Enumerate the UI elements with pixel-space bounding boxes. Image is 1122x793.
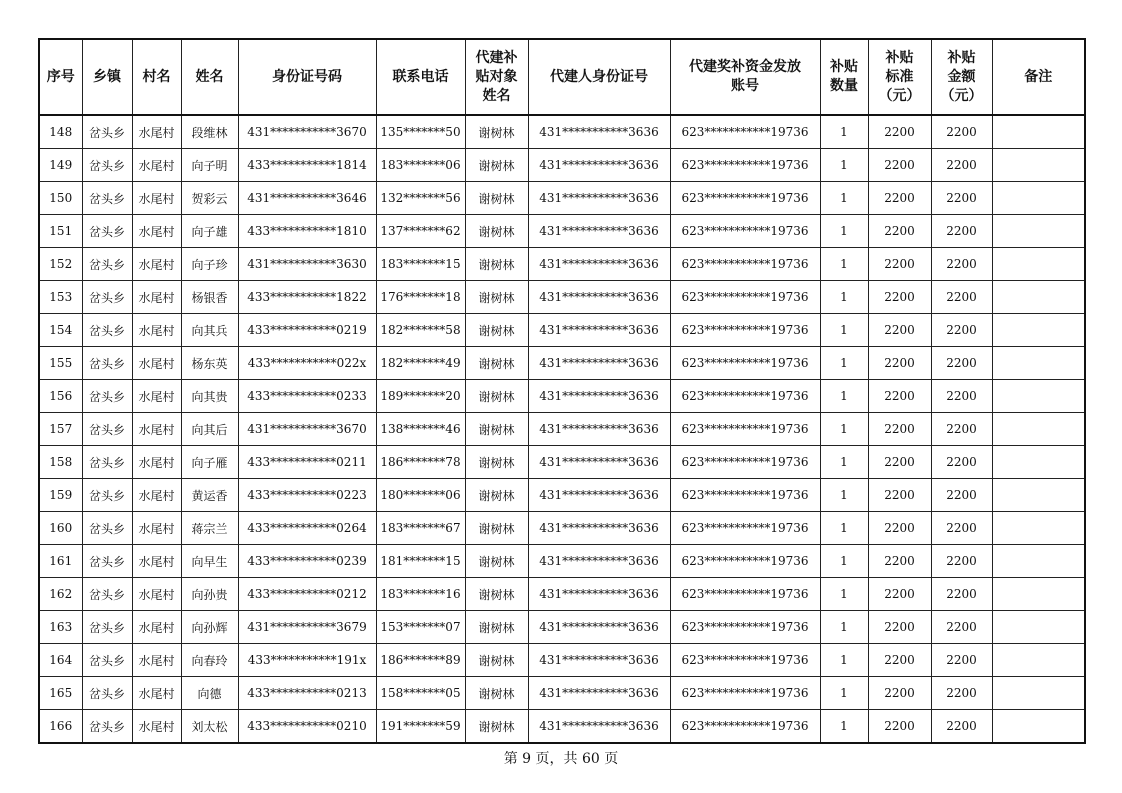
- table-cell: 433***********0223: [238, 479, 376, 512]
- table-cell: 623***********19736: [670, 545, 820, 578]
- table-cell: 148: [39, 115, 82, 149]
- table-cell: 2200: [868, 644, 931, 677]
- table-cell: 杨银香: [181, 281, 238, 314]
- table-cell: 2200: [931, 413, 992, 446]
- table-cell: 向孙辉: [181, 611, 238, 644]
- table-cell: 向子明: [181, 149, 238, 182]
- table-cell: 623***********19736: [670, 446, 820, 479]
- table-cell: [992, 347, 1085, 380]
- table-cell: 1: [820, 182, 868, 215]
- table-cell: 1: [820, 545, 868, 578]
- table-cell: [992, 545, 1085, 578]
- table-cell: 431***********3636: [528, 512, 670, 545]
- table-cell: 岔头乡: [82, 115, 132, 149]
- table-cell: [992, 512, 1085, 545]
- table-cell: [992, 215, 1085, 248]
- table-cell: 2200: [868, 710, 931, 744]
- column-header: 村名: [132, 39, 181, 115]
- table-cell: 431***********3636: [528, 611, 670, 644]
- table-row: [39, 677, 1085, 710]
- table-cell: 2200: [868, 578, 931, 611]
- table-cell: 2200: [931, 677, 992, 710]
- table-cell: 1: [820, 413, 868, 446]
- table-cell: 137*******62: [376, 215, 465, 248]
- table-cell: 2200: [868, 347, 931, 380]
- table-cell: 水尾村: [132, 611, 181, 644]
- table-cell: 154: [39, 314, 82, 347]
- table-cell: 623***********19736: [670, 248, 820, 281]
- table-cell: 水尾村: [132, 347, 181, 380]
- table-cell: 2200: [931, 215, 992, 248]
- table-cell: 433***********0210: [238, 710, 376, 744]
- table-cell: 2200: [931, 512, 992, 545]
- table-cell: [992, 578, 1085, 611]
- table-row: [39, 215, 1085, 248]
- table-cell: 水尾村: [132, 545, 181, 578]
- table-cell: [992, 182, 1085, 215]
- table-cell: 433***********1810: [238, 215, 376, 248]
- table-cell: 2200: [868, 215, 931, 248]
- table-cell: 2200: [931, 545, 992, 578]
- table-cell: 183*******16: [376, 578, 465, 611]
- table-row: [39, 248, 1085, 281]
- column-header: 姓名: [181, 39, 238, 115]
- table-cell: 149: [39, 149, 82, 182]
- table-cell: 水尾村: [132, 182, 181, 215]
- table-cell: 158*******05: [376, 677, 465, 710]
- table-cell: 2200: [931, 182, 992, 215]
- table-cell: 431***********3670: [238, 115, 376, 149]
- table-cell: [992, 710, 1085, 744]
- table-cell: 1: [820, 248, 868, 281]
- table-cell: 623***********19736: [670, 215, 820, 248]
- table-cell: 向早生: [181, 545, 238, 578]
- table-cell: 2200: [868, 281, 931, 314]
- table-row: [39, 545, 1085, 578]
- table-cell: 623***********19736: [670, 611, 820, 644]
- table-cell: 谢树林: [465, 380, 528, 413]
- table-cell: 向德: [181, 677, 238, 710]
- table-cell: 岔头乡: [82, 710, 132, 744]
- table-row: [39, 413, 1085, 446]
- table-row: [39, 446, 1085, 479]
- table-cell: [992, 314, 1085, 347]
- table-cell: 431***********3636: [528, 314, 670, 347]
- table-row: [39, 644, 1085, 677]
- table-cell: 183*******67: [376, 512, 465, 545]
- table-cell: 向春玲: [181, 644, 238, 677]
- table-cell: 181*******15: [376, 545, 465, 578]
- table-cell: 1: [820, 380, 868, 413]
- table-cell: 杨东英: [181, 347, 238, 380]
- table-cell: 433***********022x: [238, 347, 376, 380]
- table-cell: 水尾村: [132, 710, 181, 744]
- table-cell: 岔头乡: [82, 281, 132, 314]
- table-cell: 1: [820, 215, 868, 248]
- table-cell: 2200: [868, 115, 931, 149]
- table-cell: 2200: [868, 314, 931, 347]
- table-cell: 151: [39, 215, 82, 248]
- table-cell: 2200: [868, 479, 931, 512]
- table-cell: 180*******06: [376, 479, 465, 512]
- table-row: [39, 149, 1085, 182]
- table-cell: 水尾村: [132, 512, 181, 545]
- table-row: [39, 611, 1085, 644]
- table-cell: 2200: [931, 578, 992, 611]
- table-cell: 2200: [868, 677, 931, 710]
- table-cell: [992, 644, 1085, 677]
- table-cell: 433***********0211: [238, 446, 376, 479]
- table-cell: 2200: [931, 314, 992, 347]
- table-cell: 1: [820, 149, 868, 182]
- table-row: [39, 512, 1085, 545]
- table-cell: 431***********3670: [238, 413, 376, 446]
- table-cell: 431***********3636: [528, 149, 670, 182]
- table-cell: 1: [820, 446, 868, 479]
- table-cell: 岔头乡: [82, 578, 132, 611]
- table-cell: 岔头乡: [82, 512, 132, 545]
- table-cell: 431***********3636: [528, 710, 670, 744]
- table-cell: 431***********3636: [528, 182, 670, 215]
- table-cell: 2200: [868, 380, 931, 413]
- table-row: [39, 314, 1085, 347]
- table-cell: 623***********19736: [670, 149, 820, 182]
- table-cell: 岔头乡: [82, 644, 132, 677]
- table-cell: 贺彩云: [181, 182, 238, 215]
- table-cell: 155: [39, 347, 82, 380]
- column-header: 代建奖补资金发放 账号: [670, 39, 820, 115]
- table-cell: 2200: [868, 611, 931, 644]
- table-cell: 蒋宗兰: [181, 512, 238, 545]
- table-cell: 水尾村: [132, 446, 181, 479]
- table-cell: 623***********19736: [670, 314, 820, 347]
- table-row: [39, 182, 1085, 215]
- table-cell: 谢树林: [465, 578, 528, 611]
- table-cell: 谢树林: [465, 545, 528, 578]
- table-cell: 161: [39, 545, 82, 578]
- table-cell: [992, 380, 1085, 413]
- table-cell: 431***********3636: [528, 479, 670, 512]
- table-cell: 431***********3636: [528, 281, 670, 314]
- table-cell: 153*******07: [376, 611, 465, 644]
- table-cell: 岔头乡: [82, 149, 132, 182]
- table-cell: [992, 611, 1085, 644]
- table-cell: 水尾村: [132, 644, 181, 677]
- table-cell: 2200: [931, 115, 992, 149]
- table-cell: 623***********19736: [670, 115, 820, 149]
- table-cell: 433***********191x: [238, 644, 376, 677]
- table-cell: 岔头乡: [82, 479, 132, 512]
- table-cell: [992, 677, 1085, 710]
- table-cell: 岔头乡: [82, 611, 132, 644]
- table-cell: 2200: [931, 611, 992, 644]
- table-cell: 水尾村: [132, 248, 181, 281]
- table-cell: 164: [39, 644, 82, 677]
- table-cell: 431***********3636: [528, 644, 670, 677]
- table-cell: [992, 115, 1085, 149]
- table-cell: 182*******58: [376, 314, 465, 347]
- table-cell: 135*******50: [376, 115, 465, 149]
- table-cell: 162: [39, 578, 82, 611]
- table-cell: 谢树林: [465, 479, 528, 512]
- column-header: 联系电话: [376, 39, 465, 115]
- table-cell: 谢树林: [465, 215, 528, 248]
- table-cell: 2200: [868, 149, 931, 182]
- table-cell: 189*******20: [376, 380, 465, 413]
- table-cell: 138*******46: [376, 413, 465, 446]
- table-cell: 156: [39, 380, 82, 413]
- table-body: [39, 115, 1085, 743]
- table-cell: 431***********3636: [528, 677, 670, 710]
- table-cell: 186*******78: [376, 446, 465, 479]
- table-cell: 431***********3636: [528, 413, 670, 446]
- table-cell: [992, 248, 1085, 281]
- table-cell: 1: [820, 115, 868, 149]
- table-cell: 2200: [931, 710, 992, 744]
- table-cell: [992, 149, 1085, 182]
- table-cell: 向其兵: [181, 314, 238, 347]
- column-header: 代建人身份证号: [528, 39, 670, 115]
- table-cell: 153: [39, 281, 82, 314]
- table-cell: 向孙贵: [181, 578, 238, 611]
- table-cell: 谢树林: [465, 710, 528, 744]
- table-cell: 431***********3636: [528, 545, 670, 578]
- table-cell: 433***********0264: [238, 512, 376, 545]
- table-cell: 158: [39, 446, 82, 479]
- column-header: 身份证号码: [238, 39, 376, 115]
- table-cell: 刘太松: [181, 710, 238, 744]
- column-header: 补贴 标准 （元）: [868, 39, 931, 115]
- table-cell: 岔头乡: [82, 248, 132, 281]
- table-cell: 160: [39, 512, 82, 545]
- table-cell: 623***********19736: [670, 479, 820, 512]
- table-cell: 183*******15: [376, 248, 465, 281]
- table-cell: 152: [39, 248, 82, 281]
- table-cell: 433***********0219: [238, 314, 376, 347]
- table-cell: 623***********19736: [670, 182, 820, 215]
- table-cell: 433***********0233: [238, 380, 376, 413]
- page-footer: 第 9 页，共 60 页: [503, 751, 619, 767]
- table-row: [39, 578, 1085, 611]
- table-cell: 谢树林: [465, 149, 528, 182]
- table-cell: 岔头乡: [82, 545, 132, 578]
- table-cell: 水尾村: [132, 578, 181, 611]
- table-cell: 岔头乡: [82, 347, 132, 380]
- table-cell: 150: [39, 182, 82, 215]
- table-cell: 段维林: [181, 115, 238, 149]
- table-cell: [992, 413, 1085, 446]
- table-cell: 2200: [868, 182, 931, 215]
- table-cell: [992, 281, 1085, 314]
- table-cell: 向子雄: [181, 215, 238, 248]
- table-cell: 1: [820, 347, 868, 380]
- table-cell: 431***********3636: [528, 347, 670, 380]
- table-cell: 433***********0213: [238, 677, 376, 710]
- table-cell: 433***********1814: [238, 149, 376, 182]
- table-cell: 431***********3636: [528, 380, 670, 413]
- table-cell: 182*******49: [376, 347, 465, 380]
- table-cell: 132*******56: [376, 182, 465, 215]
- table-cell: 2200: [868, 248, 931, 281]
- table-cell: 623***********19736: [670, 380, 820, 413]
- table-cell: 623***********19736: [670, 677, 820, 710]
- table-cell: 623***********19736: [670, 347, 820, 380]
- table-cell: 水尾村: [132, 281, 181, 314]
- table-cell: 水尾村: [132, 149, 181, 182]
- table-cell: 谢树林: [465, 248, 528, 281]
- table-cell: 433***********0212: [238, 578, 376, 611]
- table-cell: [992, 446, 1085, 479]
- table-cell: 431***********3636: [528, 215, 670, 248]
- table-cell: 谢树林: [465, 644, 528, 677]
- table-cell: 623***********19736: [670, 578, 820, 611]
- table-cell: 岔头乡: [82, 314, 132, 347]
- table-cell: 1: [820, 578, 868, 611]
- table-cell: 1: [820, 281, 868, 314]
- table-cell: 1: [820, 611, 868, 644]
- table-cell: 2200: [868, 446, 931, 479]
- table-cell: 2200: [868, 512, 931, 545]
- table-cell: 向其贵: [181, 380, 238, 413]
- table-cell: 159: [39, 479, 82, 512]
- table-cell: 433***********0239: [238, 545, 376, 578]
- column-header: 序号: [39, 39, 82, 115]
- table-cell: 谢树林: [465, 446, 528, 479]
- table-cell: 431***********3636: [528, 446, 670, 479]
- column-header: 补贴 金额 （元）: [931, 39, 992, 115]
- table-cell: 2200: [931, 479, 992, 512]
- table-cell: 2200: [868, 413, 931, 446]
- table-cell: 岔头乡: [82, 215, 132, 248]
- table-cell: 向子珍: [181, 248, 238, 281]
- table-cell: 谢树林: [465, 677, 528, 710]
- table-cell: 2200: [868, 545, 931, 578]
- table-cell: 1: [820, 644, 868, 677]
- table-cell: 水尾村: [132, 314, 181, 347]
- table-cell: 431***********3630: [238, 248, 376, 281]
- table-cell: 岔头乡: [82, 380, 132, 413]
- table-cell: 向子雁: [181, 446, 238, 479]
- table-cell: 623***********19736: [670, 413, 820, 446]
- table-row: [39, 281, 1085, 314]
- table-cell: 1: [820, 710, 868, 744]
- table-cell: 165: [39, 677, 82, 710]
- table-cell: 431***********3679: [238, 611, 376, 644]
- table-cell: 431***********3636: [528, 248, 670, 281]
- table-cell: 163: [39, 611, 82, 644]
- table-cell: 433***********1822: [238, 281, 376, 314]
- table-cell: 431***********3636: [528, 578, 670, 611]
- table-cell: 191*******59: [376, 710, 465, 744]
- table-cell: 向其后: [181, 413, 238, 446]
- table-cell: 2200: [931, 248, 992, 281]
- table-cell: 166: [39, 710, 82, 744]
- table-row: [39, 479, 1085, 512]
- header-row: [39, 39, 1085, 115]
- table-cell: 谢树林: [465, 182, 528, 215]
- table-cell: 176*******18: [376, 281, 465, 314]
- column-header: 乡镇: [82, 39, 132, 115]
- table-cell: 谢树林: [465, 413, 528, 446]
- table-cell: 谢树林: [465, 611, 528, 644]
- table-cell: 水尾村: [132, 677, 181, 710]
- table-cell: 623***********19736: [670, 644, 820, 677]
- column-header: 备注: [992, 39, 1085, 115]
- table-cell: 水尾村: [132, 413, 181, 446]
- table-cell: 431***********3636: [528, 115, 670, 149]
- subsidy-table: [38, 38, 1086, 744]
- table-cell: 谢树林: [465, 281, 528, 314]
- table-cell: 岔头乡: [82, 677, 132, 710]
- table-cell: 谢树林: [465, 347, 528, 380]
- table-cell: 水尾村: [132, 215, 181, 248]
- table-cell: 谢树林: [465, 115, 528, 149]
- table-cell: 623***********19736: [670, 710, 820, 744]
- table-cell: 623***********19736: [670, 512, 820, 545]
- table-cell: 623***********19736: [670, 281, 820, 314]
- table-cell: 水尾村: [132, 479, 181, 512]
- table-cell: 岔头乡: [82, 446, 132, 479]
- table-cell: 岔头乡: [82, 413, 132, 446]
- table-cell: 1: [820, 512, 868, 545]
- table-cell: 岔头乡: [82, 182, 132, 215]
- table-cell: 水尾村: [132, 115, 181, 149]
- table-cell: 1: [820, 314, 868, 347]
- table-cell: [992, 479, 1085, 512]
- table-cell: 2200: [931, 644, 992, 677]
- table-cell: 431***********3646: [238, 182, 376, 215]
- table-cell: 黄运香: [181, 479, 238, 512]
- table-cell: 186*******89: [376, 644, 465, 677]
- table-cell: 183*******06: [376, 149, 465, 182]
- table-cell: 谢树林: [465, 512, 528, 545]
- table-cell: 2200: [931, 281, 992, 314]
- table-cell: 1: [820, 479, 868, 512]
- table-cell: 2200: [931, 380, 992, 413]
- table-cell: 水尾村: [132, 380, 181, 413]
- table-row: [39, 380, 1085, 413]
- table-row: [39, 710, 1085, 744]
- column-header: 补贴 数量: [820, 39, 868, 115]
- table-cell: 2200: [931, 149, 992, 182]
- column-header: 代建补 贴对象 姓名: [465, 39, 528, 115]
- table-cell: 谢树林: [465, 314, 528, 347]
- table-cell: 2200: [931, 446, 992, 479]
- table-row: [39, 347, 1085, 380]
- table-cell: 1: [820, 677, 868, 710]
- table-cell: 2200: [931, 347, 992, 380]
- table-cell: 157: [39, 413, 82, 446]
- table-row: [39, 115, 1085, 149]
